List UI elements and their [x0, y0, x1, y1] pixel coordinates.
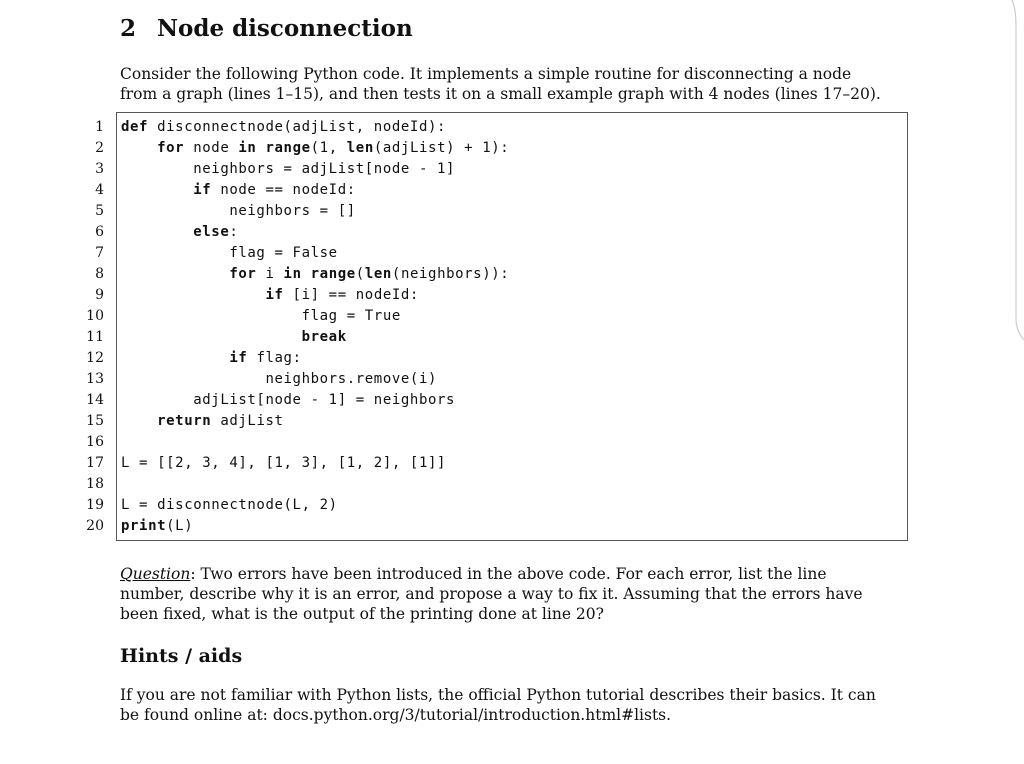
- code-keyword: in: [238, 140, 257, 156]
- code-token: neighbors = adjList[node - 1]: [121, 161, 456, 177]
- question-label: Question: [120, 565, 191, 583]
- line-number: 12: [86, 350, 104, 366]
- code-line: [121, 264, 901, 285]
- code-line: [121, 201, 901, 222]
- code-token: [121, 140, 157, 156]
- intro-paragraph: Consider the following Python code. It implements a simple routine for disconnecting a node from a graph (lines 1–15), and then tests it on a small example graph with 4 nodes (lines 17–20).: [120, 65, 881, 103]
- code-line: [121, 516, 901, 537]
- line-number: 6: [95, 224, 104, 240]
- code-keyword: if: [265, 287, 284, 303]
- code-keyword: break: [301, 329, 347, 345]
- code-token: :: [229, 224, 239, 240]
- code-line: [121, 138, 901, 159]
- code-line: [121, 243, 901, 264]
- line-number: 7: [95, 245, 104, 261]
- hints-heading: Hints / aids: [120, 645, 243, 667]
- code-line: [121, 369, 901, 390]
- line-number: 8: [95, 266, 104, 282]
- code-line: [121, 495, 901, 516]
- line-number: 3: [95, 161, 104, 177]
- code-keyword: range: [310, 266, 356, 282]
- section-number: 2: [120, 15, 137, 42]
- code-line: [121, 117, 901, 138]
- code-token: neighbors = []: [121, 203, 356, 219]
- code-keyword: for: [157, 140, 185, 156]
- code-line: [121, 306, 901, 327]
- line-number: 19: [86, 497, 104, 513]
- line-number: 17: [86, 455, 104, 471]
- code-keyword: len: [346, 140, 374, 156]
- code-token: (adjList) + 1):: [373, 140, 510, 156]
- code-line: [121, 390, 901, 411]
- code-token: flag:: [247, 350, 302, 366]
- code-token: [121, 266, 229, 282]
- code-line: [121, 453, 901, 474]
- section-title: Node disconnection: [157, 15, 413, 42]
- code-token: disconnectnode(adjList, nodeId):: [148, 119, 447, 135]
- code-token: adjList: [211, 413, 284, 429]
- code-line: [121, 327, 901, 348]
- code-token: node == nodeId:: [211, 182, 356, 198]
- code-keyword: return: [157, 413, 212, 429]
- code-token: flag = False: [121, 245, 338, 261]
- code-line: [121, 159, 901, 180]
- line-number: 5: [95, 203, 104, 219]
- line-number: 9: [95, 287, 104, 303]
- code-token: [i] == nodeId:: [283, 287, 419, 303]
- section-heading: [120, 14, 413, 44]
- code-token: [121, 287, 265, 303]
- code-line: [121, 180, 901, 201]
- code-keyword: in: [283, 266, 302, 282]
- code-line: [121, 348, 901, 369]
- line-number: 20: [86, 518, 104, 534]
- code-line: [121, 432, 901, 453]
- code-token: [302, 266, 311, 282]
- code-token: (: [355, 266, 365, 282]
- code-line: [121, 411, 901, 432]
- page-edge-decoration: [1010, 0, 1024, 340]
- code-token: [256, 140, 265, 156]
- code-keyword: else: [193, 224, 230, 240]
- code-keyword: if: [229, 350, 248, 366]
- code-listing: [121, 117, 901, 537]
- code-token: flag = True: [121, 308, 401, 324]
- line-number: 15: [86, 413, 104, 429]
- code-line: [121, 285, 901, 306]
- code-token: L = [[2, 3, 4], [1, 3], [1, 2], [1]]: [121, 455, 447, 471]
- code-token: neighbors.remove(i): [121, 371, 438, 387]
- line-number: 14: [86, 392, 104, 408]
- code-token: [121, 350, 229, 366]
- code-token: (neighbors)):: [391, 266, 510, 282]
- code-keyword: for: [229, 266, 257, 282]
- code-token: adjList[node - 1] = neighbors: [121, 392, 456, 408]
- line-number: 10: [86, 308, 104, 324]
- hints-paragraph: If you are not familiar with Python lists, the official Python tutorial describes their basics. It can be found online at: docs.python.org/3/tutorial/introduction.html#lists.: [120, 686, 876, 724]
- code-keyword: print: [121, 518, 167, 534]
- line-number: 16: [86, 434, 104, 450]
- code-token: i: [256, 266, 284, 282]
- code-keyword: len: [364, 266, 392, 282]
- line-number: 2: [95, 140, 104, 156]
- code-token: [121, 224, 193, 240]
- code-keyword: def: [121, 119, 149, 135]
- code-token: [121, 329, 302, 345]
- code-keyword: range: [265, 140, 311, 156]
- code-line: [121, 474, 901, 495]
- question-text: : Two errors have been introduced in the above code. For each error, list the line number, describe why it is an error, and propose a way to fix it. Assuming that the errors have been fixed, what is the output of the printing done at line 20?: [120, 565, 863, 623]
- line-number: 11: [86, 329, 104, 345]
- code-token: [121, 182, 193, 198]
- code-token: (1,: [310, 140, 347, 156]
- code-token: L = disconnectnode(L, 2): [121, 497, 338, 513]
- code-line: [121, 222, 901, 243]
- line-number: 18: [86, 476, 104, 492]
- code-token: [121, 413, 157, 429]
- code-token: node: [184, 140, 239, 156]
- line-number-gutter: [64, 117, 104, 537]
- line-number: 13: [86, 371, 104, 387]
- line-number: 4: [95, 182, 104, 198]
- code-keyword: if: [193, 182, 212, 198]
- code-token: (L): [166, 518, 194, 534]
- question-paragraph: [120, 564, 890, 624]
- line-number: 1: [95, 119, 104, 135]
